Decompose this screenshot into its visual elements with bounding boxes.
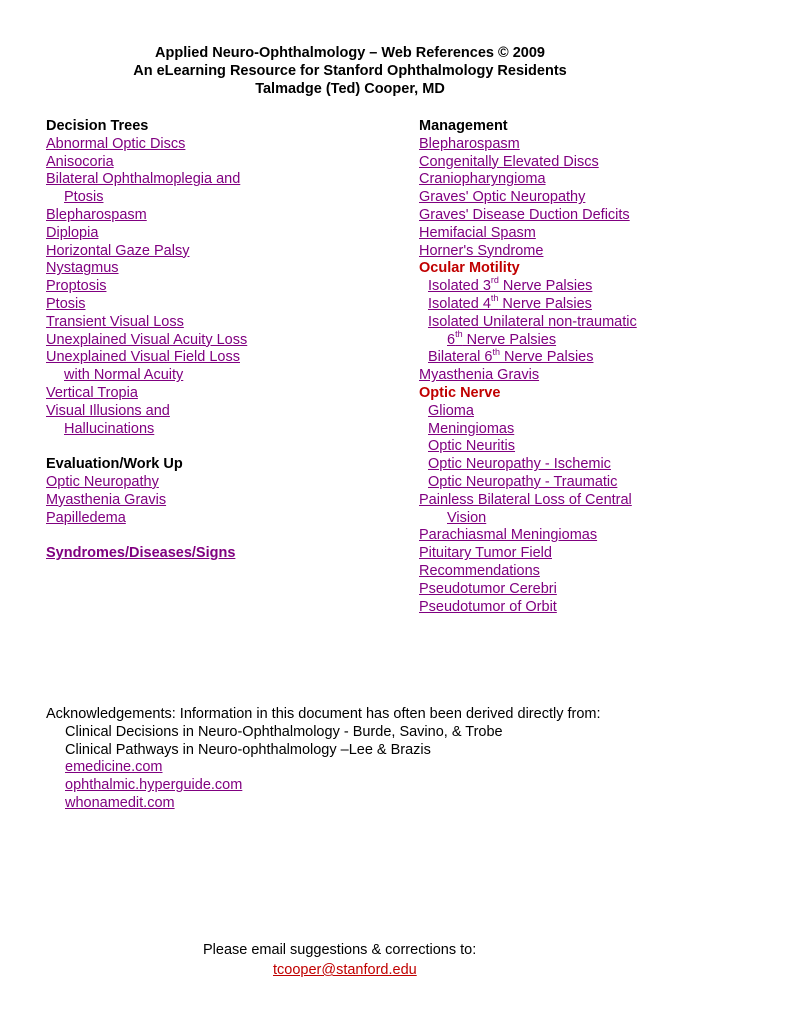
link-unexplained-visual-field-loss-cont[interactable]: with Normal Acuity — [64, 367, 184, 384]
link-abnormal-optic-discs[interactable]: Abnormal Optic Discs — [46, 135, 186, 152]
link-anisocoria[interactable]: Anisocoria — [46, 153, 114, 170]
evaluation-heading: Evaluation/Work Up — [46, 456, 183, 473]
link-blepharospasm-mgmt[interactable]: Blepharospasm — [419, 135, 520, 152]
link-painless-bilateral-loss-cont[interactable]: Vision — [447, 509, 487, 526]
header-title: Applied Neuro-Ophthalmology – Web References © 2009 — [155, 45, 545, 61]
link-ptosis[interactable]: Ptosis — [46, 295, 86, 312]
acknowledgements — [46, 706, 766, 813]
link-visual-illusions[interactable]: Visual Illusions and — [46, 402, 170, 419]
link-unexplained-visual-acuity-loss[interactable]: Unexplained Visual Acuity Loss — [46, 331, 248, 348]
link-papilledema[interactable]: Papilledema — [46, 509, 126, 526]
management-heading: Management — [419, 118, 508, 134]
link-blepharospasm-dt[interactable]: Blepharospasm — [46, 206, 147, 223]
link-vertical-tropia[interactable]: Vertical Tropia — [46, 384, 138, 401]
reference-lee-brazis: Clinical Pathways in Neuro-ophthalmology –Lee & Brazis — [65, 741, 431, 758]
link-horners-syndrome[interactable]: Horner's Syndrome — [419, 242, 544, 259]
link-emedicine[interactable]: emedicine.com — [65, 759, 163, 776]
link-parachiasmal-meningiomas[interactable]: Parachiasmal Meningiomas — [419, 527, 598, 544]
link-horizontal-gaze-palsy[interactable]: Horizontal Gaze Palsy — [46, 242, 190, 259]
link-optic-neuritis[interactable]: Optic Neuritis — [428, 438, 516, 455]
link-hemifacial-spasm[interactable]: Hemifacial Spasm — [419, 224, 536, 241]
link-bilateral-ophthalmoplegia[interactable]: Bilateral Ophthalmoplegia and — [46, 171, 241, 188]
link-whonamedit[interactable]: whonamedit.com — [65, 794, 175, 811]
footer-text: Please email suggestions & corrections to: — [203, 942, 477, 958]
header-author: Talmadge (Ted) Cooper, MD — [255, 81, 445, 97]
link-bilateral-6th-nerve-palsies[interactable]: Bilateral 6th Nerve Palsies — [428, 346, 594, 366]
header-subtitle: An eLearning Resource for Stanford Ophthalmology Residents — [133, 63, 567, 79]
link-isolated-unilateral-6th-cont[interactable]: 6th Nerve Palsies — [447, 328, 557, 348]
link-pseudotumor-orbit[interactable]: Pseudotumor of Orbit — [419, 598, 557, 615]
reference-burde: Clinical Decisions in Neuro-Ophthalmology - Burde, Savino, & Trobe — [65, 723, 503, 740]
link-myasthenia-gravis-mgmt[interactable]: Myasthenia Gravis — [419, 367, 540, 384]
right-column — [419, 118, 779, 616]
link-meningiomas[interactable]: Meningiomas — [428, 420, 515, 437]
ocular-motility-heading: Ocular Motility — [419, 260, 520, 277]
link-bilateral-ophthalmoplegia-cont[interactable]: Ptosis — [64, 189, 104, 206]
link-unexplained-visual-field-loss[interactable]: Unexplained Visual Field Loss — [46, 349, 240, 366]
link-craniopharyngioma[interactable]: Craniopharyngioma — [419, 171, 546, 188]
link-congenitally-elevated-discs[interactable]: Congenitally Elevated Discs — [419, 153, 599, 170]
acknowledgements-intro: Acknowledgements: Information in this document has often been derived directly from: — [46, 706, 601, 722]
spacer — [46, 527, 386, 545]
link-myasthenia-gravis-eval[interactable]: Myasthenia Gravis — [46, 491, 167, 508]
footer — [0, 940, 700, 980]
link-optic-neuropathy-traumatic[interactable]: Optic Neuropathy - Traumatic — [428, 473, 618, 490]
link-nystagmus[interactable]: Nystagmus — [46, 260, 119, 277]
link-pituitary-tumor-field[interactable]: Pituitary Tumor Field — [419, 545, 552, 562]
email-link[interactable]: tcooper@stanford.edu — [273, 962, 417, 978]
link-proptosis[interactable]: Proptosis — [46, 278, 107, 295]
link-painless-bilateral-loss[interactable]: Painless Bilateral Loss of Central — [419, 491, 632, 508]
document-header — [0, 44, 700, 98]
decision-trees-heading: Decision Trees — [46, 118, 149, 134]
link-isolated-unilateral-6th[interactable]: Isolated Unilateral non-traumatic — [428, 313, 637, 330]
link-visual-illusions-cont[interactable]: Hallucinations — [64, 420, 155, 437]
left-column — [46, 118, 386, 563]
link-transient-visual-loss[interactable]: Transient Visual Loss — [46, 313, 184, 330]
link-glioma[interactable]: Glioma — [428, 402, 474, 419]
link-optic-neuropathy-ischemic[interactable]: Optic Neuropathy - Ischemic — [428, 456, 611, 473]
optic-nerve-heading: Optic Nerve — [419, 384, 501, 401]
link-isolated-3rd-nerve-palsies[interactable]: Isolated 3rd Nerve Palsies — [428, 275, 593, 295]
link-graves-optic-neuropathy[interactable]: Graves' Optic Neuropathy — [419, 189, 586, 206]
link-graves-duction-deficits[interactable]: Graves' Disease Duction Deficits — [419, 206, 630, 223]
link-pseudotumor-cerebri[interactable]: Pseudotumor Cerebri — [419, 580, 557, 597]
link-diplopia[interactable]: Diplopia — [46, 224, 99, 241]
link-isolated-4th-nerve-palsies[interactable]: Isolated 4th Nerve Palsies — [428, 293, 592, 312]
link-pituitary-recommendations[interactable]: Recommendations — [419, 562, 540, 579]
link-syndromes-diseases-signs[interactable]: Syndromes/Diseases/Signs — [46, 545, 236, 562]
link-hyperguide[interactable]: ophthalmic.hyperguide.com — [65, 777, 243, 794]
spacer — [46, 438, 386, 456]
link-optic-neuropathy-eval[interactable]: Optic Neuropathy — [46, 473, 159, 490]
